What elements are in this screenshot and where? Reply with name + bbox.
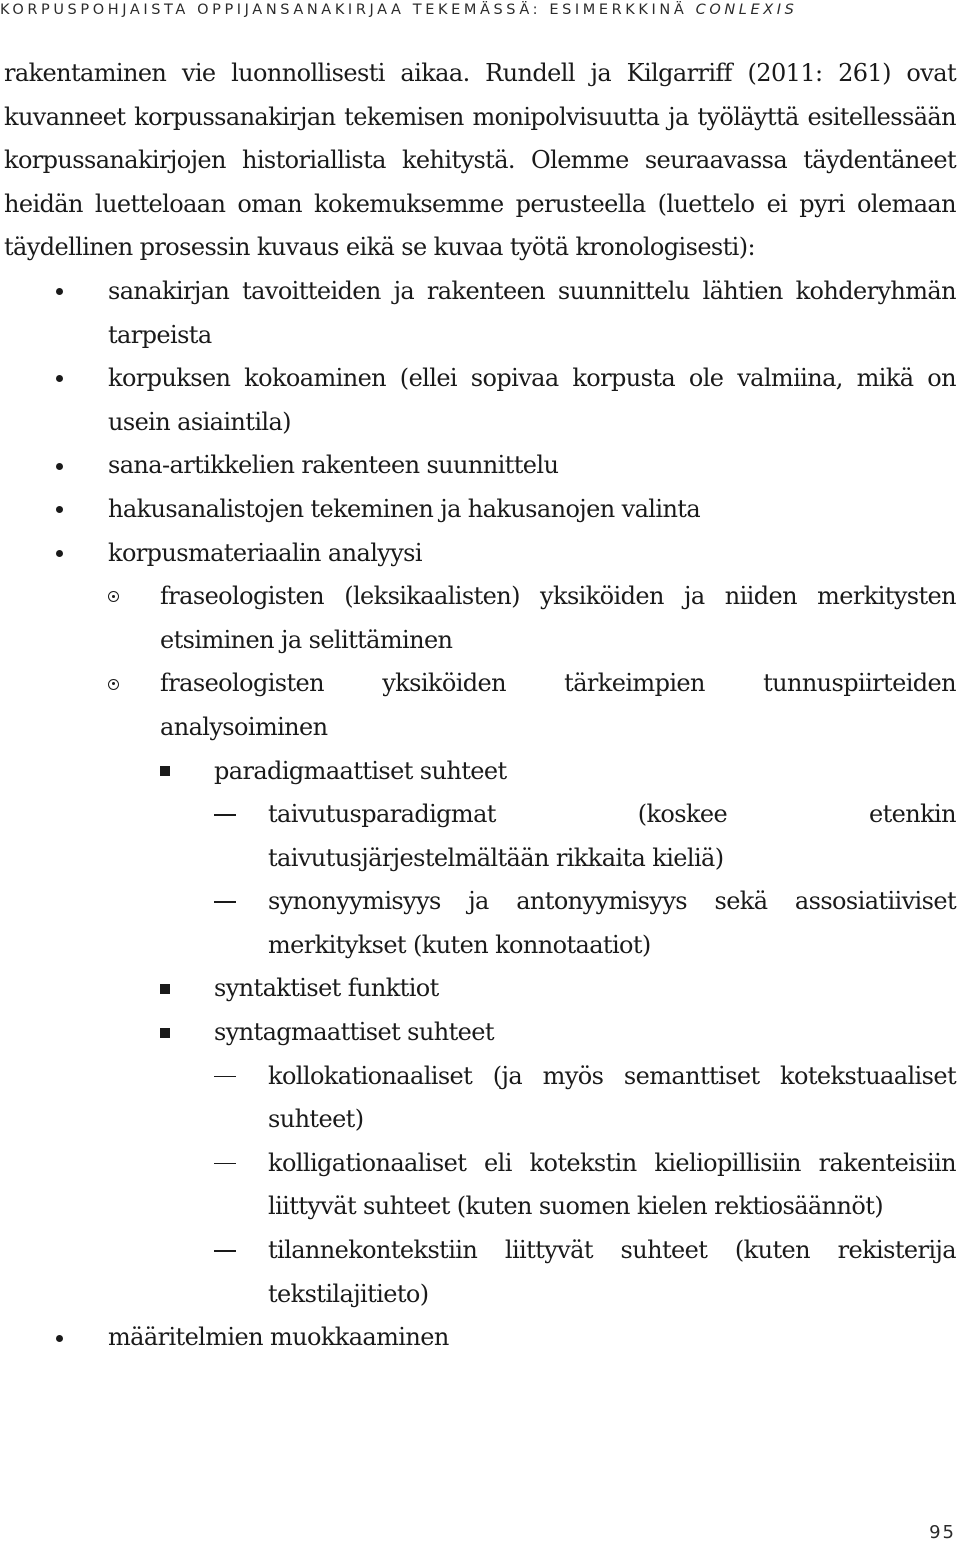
list-item: [214, 1142, 956, 1229]
list-item-text: tilannekontekstiin liittyvät suhteet (kuten rekisterija tekstilajitieto): [268, 1236, 956, 1308]
list-item-text: sana-artikkelien rakenteen suunnittelu: [108, 451, 559, 480]
list-item-text: määritelmien muokkaaminen: [108, 1323, 449, 1352]
page-body: [4, 52, 956, 1360]
list-item-text: paradigmaattiset suhteet: [214, 756, 507, 785]
list-item: [4, 444, 956, 488]
list-item: [214, 793, 956, 880]
list-item-text: syntagmaattiset suhteet: [214, 1018, 494, 1047]
list-item: [108, 575, 956, 662]
list-item: [160, 1011, 956, 1316]
sublist: [160, 750, 956, 1317]
sublist: [108, 575, 956, 1316]
list-item: [4, 1316, 956, 1360]
dash-bullet-icon: [214, 1229, 236, 1273]
square-bullet-icon: [160, 1011, 170, 1055]
page-number: 95: [929, 1522, 956, 1543]
list-item-text: korpuksen kokoaminen (ellei sopivaa korpusta ole valmiina, mikä on usein asiaintila): [108, 364, 956, 436]
dash-bullet-icon: [214, 793, 236, 837]
list-item-text: fraseologisten (leksikaalisten) yksiköiden ja niiden merkitysten etsiminen ja selittäminen: [160, 582, 956, 654]
list-item-text: synonyymisyys ja antonyymisyys sekä assosiatiiviset merkitykset (kuten konnotaatiot): [268, 887, 956, 959]
running-header: [0, 0, 960, 24]
list-item: [4, 357, 956, 444]
bullseye-bullet-icon: [108, 575, 119, 619]
list-item: [4, 270, 956, 357]
intro-paragraph: rakentaminen vie luonnollisesti aikaa. Rundell ja Kilgarriff (2011: 261) ovat kuvanneet korpussanakirjan tekemisen monipolvisuutta ja työläyttä esitellessään korpussanakirjojen historiallista kehitystä. Olemme seuraavassa täydentäneet heidän luetteloaan oman kokemuksemme perusteella (luettelo ei pyri olemaan täydellinen prosessin kuvaus eikä se kuvaa työtä kronologisesti):: [4, 59, 956, 262]
bullet-dot-icon: [56, 357, 63, 401]
list-item: [214, 1055, 956, 1142]
bullet-dot-icon: [56, 1316, 63, 1360]
sublist: [214, 793, 956, 967]
list-item-text: sanakirjan tavoitteiden ja rakenteen suunnittelu lähtien kohderyhmän tarpeista: [108, 276, 956, 349]
dash-bullet-icon: [214, 1055, 236, 1099]
list-item: [160, 967, 956, 1011]
dash-bullet-icon: [214, 1142, 236, 1186]
header-series: CONLEXIS: [695, 2, 798, 18]
list-item: [4, 488, 956, 532]
list-item-text: fraseologisten yksiköiden tärkeimpien tunnuspiirteiden analysoiminen: [160, 669, 956, 741]
process-list: [4, 270, 956, 1360]
square-bullet-icon: [160, 750, 170, 794]
square-bullet-icon: [160, 967, 170, 1011]
bullet-dot-icon: [56, 532, 63, 576]
header-title: KORPUSPOHJAISTA OPPIJANSANAKIRJAA TEKEMÄSSÄ: ESIMERKKINÄ: [0, 2, 688, 18]
list-item-text: taivutusparadigmat (koskee etenkin taivutusjärjestelmältään rikkaita kieliä): [268, 800, 956, 872]
dash-bullet-icon: [214, 880, 236, 924]
list-item-text: korpusmateriaalin analyysi: [108, 538, 422, 567]
list-item: [214, 880, 956, 967]
list-item-text: hakusanalistojen tekeminen ja hakusanojen valinta: [108, 494, 701, 523]
sublist: [214, 1055, 956, 1317]
list-item: [4, 532, 956, 1317]
list-item-text: syntaktiset funktiot: [214, 974, 439, 1003]
bullet-dot-icon: [56, 444, 63, 488]
bullseye-bullet-icon: [108, 662, 119, 706]
list-item: [160, 750, 956, 968]
bullet-dot-icon: [56, 270, 63, 314]
bullet-dot-icon: [56, 488, 63, 532]
list-item-text: kollokationaaliset (ja myös semanttiset kotekstuaaliset suhteet): [268, 1061, 956, 1134]
list-item: [214, 1229, 956, 1316]
list-item-text: kolligationaaliset eli kotekstin kieliopillisiin rakenteisiin liittyvät suhteet (kuten suomen kielen rektiosäännöt): [268, 1148, 956, 1221]
list-item: [108, 662, 956, 1316]
